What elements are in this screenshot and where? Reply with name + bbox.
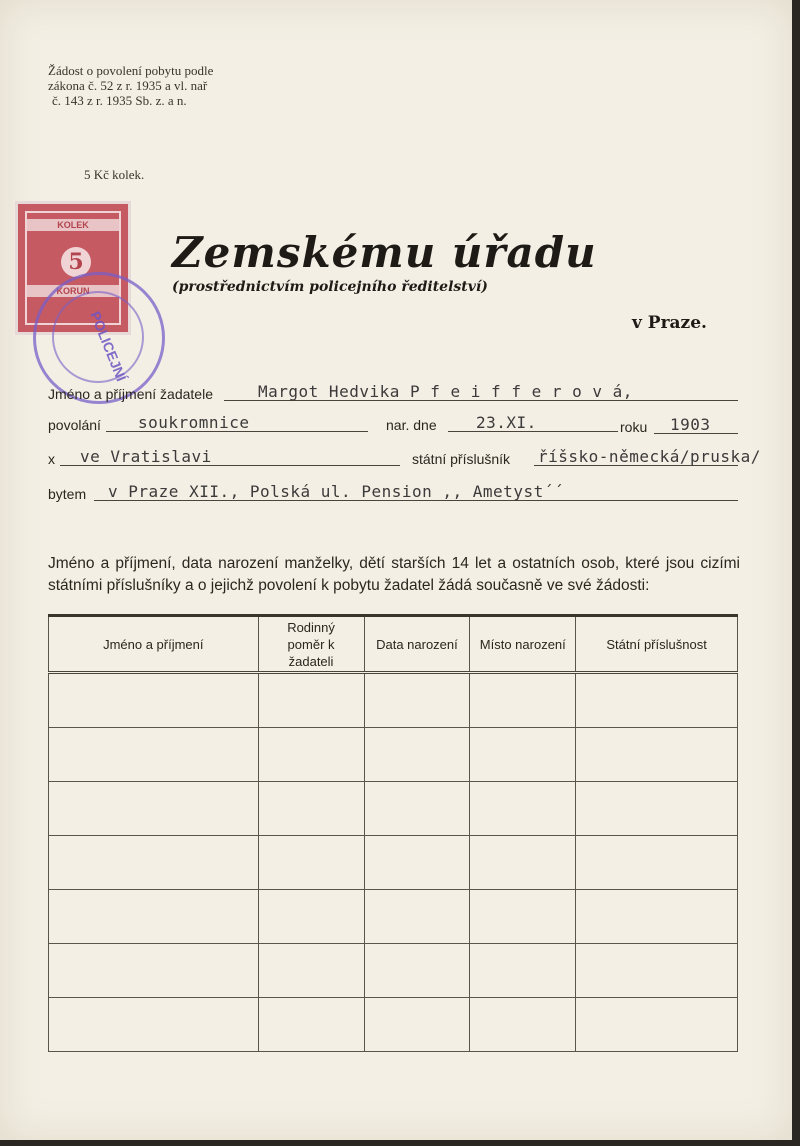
table-cell[interactable] (49, 890, 259, 944)
table-cell[interactable] (258, 673, 364, 728)
addressee-city: v Praze. (632, 313, 707, 333)
table-row (49, 782, 738, 836)
table-cell[interactable] (364, 782, 470, 836)
birth-place-prefix: x (48, 451, 55, 467)
table-cell[interactable] (258, 998, 364, 1052)
table-row (49, 836, 738, 890)
table-cell[interactable] (364, 836, 470, 890)
table-cell[interactable] (470, 782, 576, 836)
family-members-table (48, 614, 738, 1052)
addressee-subtitle: (prostřednictvím policejního ředitelství) (172, 279, 488, 295)
table-cell[interactable] (470, 998, 576, 1052)
table-row (49, 944, 738, 998)
table-cell[interactable] (576, 998, 738, 1052)
table-cell[interactable] (576, 890, 738, 944)
column-header-relationship: Rodinný poměr k žadateli (258, 616, 364, 673)
legal-reference-line: zákona č. 52 z r. 1935 a vl. nař (48, 78, 208, 93)
revenue-stamp-top-text: KOLEK (27, 219, 119, 231)
applicant-name-value[interactable]: Margot Hedvika P f e i f f e r o v á, (258, 382, 633, 401)
table-cell[interactable] (470, 836, 576, 890)
occupation-label: povolání (48, 417, 101, 433)
table-cell[interactable] (576, 673, 738, 728)
revenue-stamp-value: 5 (61, 247, 91, 277)
column-header-name: Jméno a příjmení (49, 616, 259, 673)
table-row (49, 728, 738, 782)
column-header-birth-date: Data narození (364, 616, 470, 673)
table-cell[interactable] (258, 836, 364, 890)
family-members-instructions: Jméno a příjmení, data narození manželky, dětí starších 14 let a ostatních osob, které jsou cizími státními příslušníky a o jejichž povolení k pobytu žadatel žádá současně ve své žádosti: (48, 555, 740, 594)
table-cell[interactable] (364, 673, 470, 728)
table-cell[interactable] (49, 944, 259, 998)
citizenship-value[interactable]: říšsko-německá/pruska/ (538, 447, 761, 466)
table-cell[interactable] (364, 998, 470, 1052)
addressee-title: Zemskému úřadu (172, 228, 597, 277)
table-row (49, 673, 738, 728)
police-seal-text: POLICEJNÍ (87, 309, 130, 384)
table-cell[interactable] (49, 673, 259, 728)
legal-reference-line: č. 143 z r. 1935 Sb. z. a n. (52, 93, 187, 108)
table-cell[interactable] (49, 782, 259, 836)
table-cell[interactable] (49, 836, 259, 890)
birth-place-value[interactable]: ve Vratislavi (80, 447, 212, 466)
legal-reference (48, 63, 268, 108)
table-cell[interactable] (49, 998, 259, 1052)
table-cell[interactable] (364, 728, 470, 782)
table-cell[interactable] (364, 944, 470, 998)
table-cell[interactable] (576, 836, 738, 890)
table-cell[interactable] (576, 782, 738, 836)
table-cell[interactable] (470, 728, 576, 782)
table-cell[interactable] (364, 890, 470, 944)
table-cell[interactable] (258, 728, 364, 782)
stamp-fee-label: 5 Kč kolek. (84, 167, 145, 182)
table-row (49, 890, 738, 944)
table-cell[interactable] (258, 890, 364, 944)
table-cell[interactable] (258, 944, 364, 998)
table-cell[interactable] (470, 944, 576, 998)
legal-reference-line: Žádost o povolení pobytu podle (48, 63, 214, 78)
residence-label: bytem (48, 486, 87, 502)
table-cell[interactable] (470, 890, 576, 944)
table-header-row (49, 616, 738, 673)
birth-date-label: nar. dne (386, 417, 437, 433)
occupation-value[interactable]: soukromnice (138, 413, 250, 432)
table-cell[interactable] (470, 673, 576, 728)
birth-date-value[interactable]: 23.XI. (476, 413, 537, 432)
table-cell[interactable] (258, 782, 364, 836)
table-row (49, 998, 738, 1052)
citizenship-label: státní příslušník (412, 451, 511, 467)
revenue-stamp-bottom-text: KORUN (27, 285, 119, 297)
table-body (49, 673, 738, 1052)
birth-year-value[interactable]: 1903 (670, 415, 711, 434)
column-header-birth-place: Místo narození (470, 616, 576, 673)
residence-value[interactable]: v Praze XII., Polská ul. Pension ,, Ametyst´´ (108, 482, 564, 501)
birth-year-label: roku (620, 419, 648, 435)
column-header-citizenship: Státní příslušnost (576, 616, 738, 673)
table-cell[interactable] (576, 944, 738, 998)
table-cell[interactable] (49, 728, 259, 782)
applicant-name-label: Jméno a příjmení žadatele (48, 386, 213, 402)
table-cell[interactable] (576, 728, 738, 782)
police-seal (33, 272, 165, 404)
